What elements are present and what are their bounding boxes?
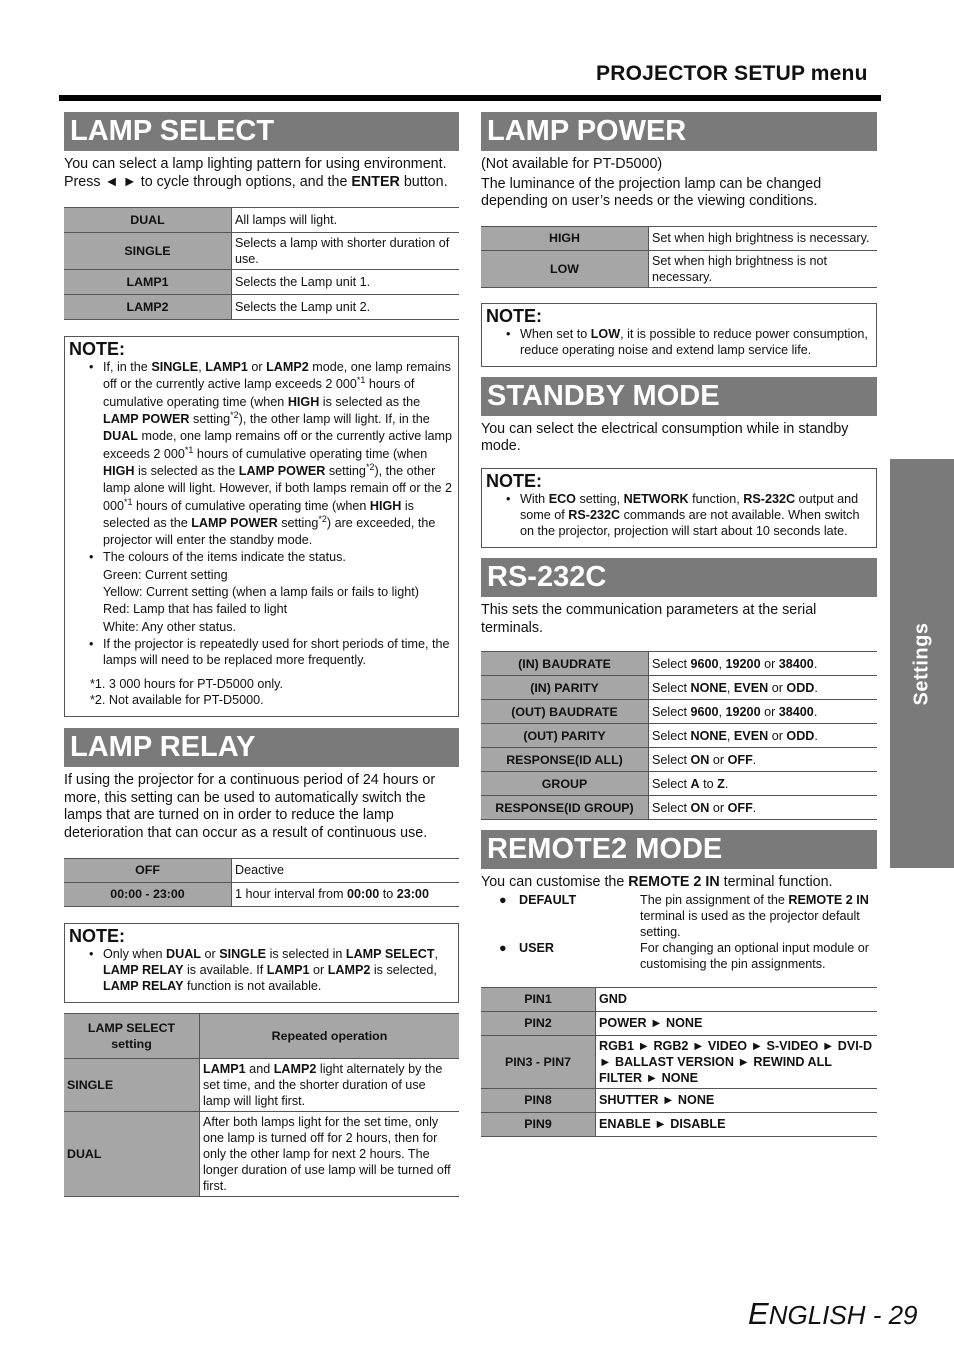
option-value: LAMP1 and LAMP2 light alternately by the set time, and the shorter duration of use lamp will light first. [200, 1058, 460, 1111]
option-key: DUAL [64, 208, 232, 233]
pin-key: PIN3 - PIN7 [481, 1035, 596, 1088]
table-row [481, 1088, 877, 1112]
standby-mode-title: STANDBY MODE [481, 377, 877, 416]
note-item [103, 549, 454, 635]
option-key: HIGH [481, 226, 649, 250]
note-title: NOTE: [486, 470, 542, 491]
footnote: *2. Not available for PT-D5000. [90, 693, 264, 708]
table-row [64, 270, 459, 295]
option-key: RESPONSE(ID ALL) [481, 748, 649, 772]
remote2-options [481, 892, 877, 972]
left-column [64, 112, 459, 1197]
bullet-icon: ● [499, 940, 507, 955]
lamp-select-title: LAMP SELECT [64, 112, 459, 151]
value-bold: 00:00 [347, 887, 380, 902]
footer-text: NGLISH - 29 [768, 1300, 918, 1330]
lamp-power-line1: (Not available for PT-D5000) [481, 156, 663, 172]
table-row [481, 1011, 877, 1035]
option-value: Selects the Lamp unit 2. [232, 295, 460, 320]
table-row [481, 652, 877, 676]
option-key: LAMP2 [64, 295, 232, 320]
table-row [481, 772, 877, 796]
option-value: Selects the Lamp unit 1. [232, 270, 460, 295]
option-user-desc: For changing an optional input module or customising the pin assignments. [640, 940, 869, 971]
option-value: Selects a lamp with shorter duration of use. [232, 233, 460, 270]
note-list [69, 359, 454, 668]
footer-initial: E [748, 1296, 769, 1331]
column-header: Repeated operation [200, 1013, 460, 1058]
note-item: • When set to LOW, it is possible to reduce power consumption, reduce operating noise and extend lamp service life. [520, 326, 872, 358]
table-row [481, 748, 877, 772]
option-value: All lamps will light. [232, 208, 460, 233]
pin-key: PIN2 [481, 1011, 596, 1035]
option-value: Select NONE, EVEN or ODD. [649, 724, 878, 748]
note-item: • With ECO setting, NETWORK function, RS-232C output and some of RS-232C commands are not available. When switch on the projector, projection will start about 10 seconds late. [520, 491, 872, 540]
note-line: Green: Current setting [103, 567, 228, 582]
repeated-operation-table [64, 1013, 459, 1197]
option-key: DUAL [64, 1111, 200, 1196]
note-title: NOTE: [69, 339, 125, 360]
remote2-mode-title: REMOTE2 MODE [481, 830, 877, 869]
column-header: LAMP SELECT setting [64, 1013, 200, 1058]
lamp-relay-note [64, 923, 459, 1003]
intro-text: You can customise the [481, 874, 629, 891]
table-row [64, 858, 459, 882]
note-item: • If the projector is repeatedly used for short periods of time, the lamps will need to be replaced more frequently. [103, 636, 454, 668]
option-value: Select 9600, 19200 or 38400. [649, 652, 878, 676]
pin-value: POWER ► NONE [596, 1011, 878, 1035]
option-key: (OUT) BAUDRATE [481, 700, 649, 724]
option-key: SINGLE [64, 1058, 200, 1111]
pin-value: ENABLE ► DISABLE [596, 1112, 878, 1136]
option-value: Select ON or OFF. [649, 748, 878, 772]
bullet-icon: ● [499, 892, 507, 907]
table-row [64, 295, 459, 320]
intro-bold: ENTER [351, 173, 400, 190]
table-row [481, 1035, 877, 1088]
pin-value: SHUTTER ► NONE [596, 1088, 878, 1112]
footnote: *1. 3 000 hours for PT-D5000 only. [90, 677, 283, 692]
note-item: • Only when DUAL or SINGLE is selected in LAMP SELECT, LAMP RELAY is available. If LAMP1 or LAMP2 is selected, LAMP RELAY function is not available. [103, 946, 454, 995]
page-footer [748, 1296, 918, 1332]
rs232c-intro: This sets the communication parameters at the serial terminals. [481, 601, 817, 636]
lamp-relay-table [64, 858, 459, 907]
remote2-intro [481, 874, 877, 892]
note-title: NOTE: [486, 305, 542, 326]
lamp-select-note [64, 336, 459, 717]
option-value: Select 9600, 19200 or 38400. [649, 700, 878, 724]
lamp-relay-intro: If using the projector for a continuous period of 24 hours or more, this setting can be used to automatically switch the lamps that are turned on in order to reduce the lamp deterioration that can occur as a result of continuous use. [64, 772, 436, 841]
pin-key: PIN9 [481, 1112, 596, 1136]
note-line: Yellow: Current setting (when a lamp fails or fails to light) [103, 585, 419, 600]
table-row [481, 1112, 877, 1136]
pin-value: RGB1 ► RGB2 ► VIDEO ► S-VIDEO ► DVI-D ► BALLAST VERSION ► REWIND ALL FILTER ► NONE [596, 1035, 878, 1088]
option-value: Set when high brightness is necessary. [649, 226, 878, 250]
option-key: (IN) PARITY [481, 676, 649, 700]
lamp-power-line2: The luminance of the projection lamp can be changed depending on user’s needs or the viewing conditions. [481, 175, 822, 210]
pin-table [481, 987, 877, 1137]
option-default-label: ● DEFAULT [499, 892, 577, 907]
option-key: OFF [64, 858, 232, 882]
rs232c-table [481, 651, 877, 820]
option-value: Select ON or OFF. [649, 796, 878, 820]
value-text: to [379, 887, 397, 902]
settings-side-tab [890, 459, 954, 868]
lamp-relay-title: LAMP RELAY [64, 728, 459, 767]
option-key: LOW [481, 250, 649, 287]
table-row [481, 796, 877, 820]
lamp-select-table [64, 207, 459, 320]
option-value: Select NONE, EVEN or ODD. [649, 676, 878, 700]
table-row [64, 233, 459, 270]
note-list [69, 946, 454, 995]
table-row [481, 700, 877, 724]
intro-text: Press ◄ ► to cycle through options, and the [64, 173, 352, 190]
option-key: LAMP1 [64, 270, 232, 295]
lamp-power-title: LAMP POWER [481, 112, 877, 151]
rs232c-title: RS-232C [481, 558, 877, 597]
lamp-power-note [481, 303, 877, 367]
table-row [64, 208, 459, 233]
standby-note [481, 468, 877, 548]
table-row [64, 1058, 459, 1111]
pin-key: PIN1 [481, 987, 596, 1011]
option-key: 00:00 - 23:00 [64, 882, 232, 906]
option-value: After both lamps light for the set time, only one lamp is turned off for 2 hours, then for only the other lamp for next 2 hours. The longer duration of use lamp will be turned off first. [200, 1111, 460, 1196]
option-value: Select A to Z. [649, 772, 878, 796]
option-key: GROUP [481, 772, 649, 796]
note-line: Red: Lamp that has failed to light [103, 602, 288, 617]
value-text: 1 hour interval from [235, 887, 347, 902]
note-line: The colours of the items indicate the status. [103, 550, 346, 565]
note-title: NOTE: [69, 925, 125, 946]
page-header: PROJECTOR SETUP menu [596, 62, 868, 85]
lamp-power-table [481, 226, 877, 288]
table-row [481, 250, 877, 287]
table-row [64, 882, 459, 906]
option-user-label: ● USER [499, 940, 554, 955]
pin-value: GND [596, 987, 878, 1011]
option-key: (OUT) PARITY [481, 724, 649, 748]
table-row [481, 724, 877, 748]
option-value: Set when high brightness is not necessary. [649, 250, 878, 287]
lamp-select-intro [64, 156, 459, 191]
note-item: • If, in the SINGLE, LAMP1 or LAMP2 mode, one lamp remains off or the currently active lamp exceeds 2 000$^{*1}$ hours of cumulative operating time (when HIGH is selected as the LAMP POWER setting$^{*2}$), the other lamp will light. If, in the DUAL mode, one lamp remains off or the currently active lamp exceeds 2 000$^{*1}$ hours of cumulative operating time (when HIGH is selected as the LAMP POWER setting$^{*2}$), the other lamp alone will light. However, if both lamps remain off or the 2 000$^{*1}$ hours of cumulative operating time (when HIGH is selected as the LAMP POWER setting$^{*2}$) are exceeded, the projector will enter the standby mode. [103, 359, 454, 549]
option-value [232, 882, 460, 906]
pin-key: PIN8 [481, 1088, 596, 1112]
standby-intro: You can select the electrical consumption while in standby mode. [481, 420, 849, 455]
side-tab-label: Settings [910, 622, 933, 705]
option-value: Deactive [232, 858, 460, 882]
option-key: SINGLE [64, 233, 232, 270]
table-row [481, 226, 877, 250]
intro-bold: REMOTE 2 IN [628, 874, 720, 891]
header-rule [59, 95, 881, 101]
note-line: White: Any other status. [103, 619, 236, 634]
intro-line: You can select a lamp lighting pattern for using environment. [64, 156, 447, 172]
intro-text: button. [399, 173, 448, 190]
table-row [481, 987, 877, 1011]
table-header-row [64, 1013, 459, 1058]
value-bold: 23:00 [396, 887, 429, 902]
intro-text: terminal function. [719, 874, 833, 891]
table-row [481, 676, 877, 700]
option-key: (IN) BAUDRATE [481, 652, 649, 676]
note-list [486, 491, 872, 540]
note-list [486, 326, 872, 358]
right-column [481, 112, 877, 1137]
table-row [64, 1111, 459, 1196]
option-key: RESPONSE(ID GROUP) [481, 796, 649, 820]
option-default-desc: The pin assignment of the REMOTE 2 IN terminal is used as the projector default setting. [640, 892, 869, 939]
